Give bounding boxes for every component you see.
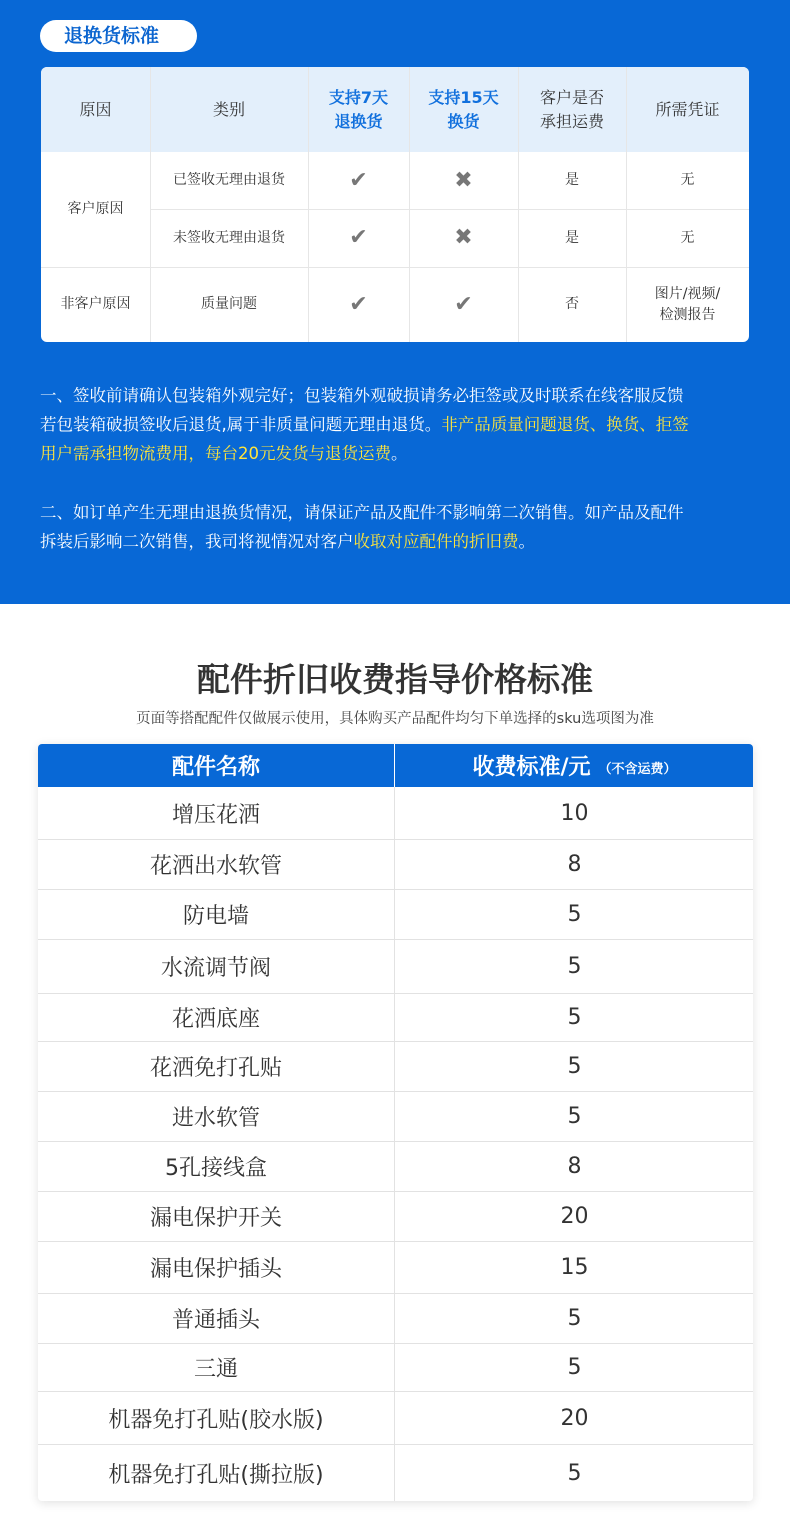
header-proof: 所需凭证 bbox=[655, 99, 720, 119]
row3-shipping: 否 bbox=[565, 296, 579, 313]
header-seven-day-line1: 支持7天 bbox=[328, 88, 389, 108]
accessory-name: 进水软管 bbox=[38, 1092, 395, 1141]
accessory-fee: 10 bbox=[560, 800, 589, 826]
note-2-end: 。 bbox=[518, 532, 535, 551]
check-icon: ✔ bbox=[349, 167, 368, 193]
accessory-name: 普通插头 bbox=[38, 1294, 395, 1343]
table-row bbox=[38, 1392, 753, 1445]
header-fee-label: 收费标准/元 bbox=[472, 755, 591, 780]
note-2-line2: 拆装后影响二次销售，我司将视情况对客户 bbox=[40, 532, 354, 551]
accessory-name: 5孔接线盒 bbox=[38, 1142, 395, 1191]
accessory-fee: 20 bbox=[560, 1204, 589, 1229]
row3-proof-line1: 图片/视频/ bbox=[654, 286, 721, 303]
accessory-fee: 5 bbox=[567, 902, 582, 927]
accessory-name: 漏电保护插头 bbox=[38, 1242, 395, 1293]
accessory-name: 花洒底座 bbox=[38, 994, 395, 1041]
table-row bbox=[38, 1242, 753, 1294]
header-fee bbox=[396, 744, 753, 787]
note-1-highlight: 非产品质量问题退货、换货、拒签 bbox=[441, 415, 689, 434]
accessory-name: 花洒免打孔贴 bbox=[38, 1042, 395, 1091]
note-1-highlight: 用户需承担物流费用，每台20元发货与退货运费 bbox=[40, 444, 391, 463]
accessory-name: 漏电保护开关 bbox=[38, 1192, 395, 1241]
table-row bbox=[38, 940, 753, 994]
note-1-line2: 若包装箱破损签收后退货,属于非质量问题无理由退货。 bbox=[40, 415, 442, 434]
check-icon: ✔ bbox=[454, 291, 473, 317]
cross-icon: ✖ bbox=[454, 225, 473, 250]
note-2-highlight: 收取对应配件的折旧费 bbox=[353, 532, 519, 551]
header-shipping bbox=[518, 67, 626, 152]
return-policy-badge: 退换货标准 bbox=[40, 20, 197, 52]
table-row bbox=[38, 787, 753, 840]
check-icon: ✔ bbox=[349, 225, 368, 250]
row2-proof: 无 bbox=[680, 229, 695, 246]
header-shipping-line2: 承担运费 bbox=[539, 111, 604, 131]
accessory-fee: 20 bbox=[560, 1405, 589, 1431]
reason-customer: 客户原因 bbox=[67, 201, 124, 218]
header-category: 类别 bbox=[212, 99, 245, 119]
accessory-fee: 8 bbox=[567, 1154, 582, 1179]
accessory-name: 三通 bbox=[38, 1344, 395, 1391]
header-seven-day-line2: 退换货 bbox=[334, 111, 383, 131]
accessory-fee: 5 bbox=[567, 1355, 582, 1380]
accessory-name: 水流调节阀 bbox=[38, 940, 395, 993]
accessory-fee: 5 bbox=[567, 1054, 582, 1079]
reason-non-customer: 非客户原因 bbox=[60, 296, 131, 313]
header-accessory-name: 配件名称 bbox=[38, 744, 395, 787]
price-table-header bbox=[38, 744, 753, 787]
table-row bbox=[38, 1294, 753, 1344]
table-header-row bbox=[41, 67, 749, 152]
accessory-fee: 5 bbox=[567, 1460, 582, 1486]
accessory-fee: 15 bbox=[560, 1255, 589, 1280]
accessory-name: 花洒出水软管 bbox=[38, 840, 395, 889]
header-shipping-line1: 客户是否 bbox=[539, 88, 604, 108]
return-policy-table bbox=[41, 67, 749, 342]
table-row bbox=[38, 1445, 753, 1501]
accessory-name: 机器免打孔贴(撕拉版) bbox=[38, 1445, 395, 1501]
accessories-title: 配件折旧收费指导价格标准 bbox=[197, 660, 593, 699]
row2-category: 未签收无理由退货 bbox=[173, 229, 285, 246]
header-fifteen-day bbox=[409, 67, 518, 152]
table-row bbox=[38, 1092, 753, 1142]
accessories-price-table bbox=[38, 744, 753, 1501]
header-fifteen-day-line1: 支持15天 bbox=[428, 88, 499, 108]
accessory-fee: 5 bbox=[567, 1104, 582, 1129]
row2-shipping: 是 bbox=[565, 229, 579, 246]
return-policy-section bbox=[0, 0, 790, 604]
header-seven-day bbox=[308, 67, 409, 152]
table-row bbox=[38, 1042, 753, 1092]
header-fee-note: （不含运费） bbox=[598, 762, 677, 777]
accessory-fee: 5 bbox=[567, 1005, 582, 1030]
row3-category: 质量问题 bbox=[201, 296, 257, 313]
header-reason: 原因 bbox=[79, 99, 112, 119]
policy-notes bbox=[40, 381, 760, 586]
row1-shipping: 是 bbox=[565, 172, 579, 189]
note-1-line1: 一、签收前请确认包装箱外观完好；包装箱外观破损请务必拒签或及时联系在线客服反馈 bbox=[40, 386, 684, 405]
accessory-fee: 5 bbox=[567, 1306, 582, 1331]
check-icon: ✔ bbox=[349, 291, 368, 317]
note-1-end: 。 bbox=[391, 444, 408, 463]
table-row bbox=[38, 890, 753, 940]
accessory-name: 增压花洒 bbox=[38, 787, 395, 839]
row3-proof-line2: 检测报告 bbox=[659, 306, 716, 323]
row1-category: 已签收无理由退货 bbox=[173, 172, 285, 189]
accessory-name: 防电墙 bbox=[38, 890, 395, 939]
note-2-line1: 二、如订单产生无理由退换货情况，请保证产品及配件不影响第二次销售。如产品及配件 bbox=[40, 503, 684, 522]
table-row bbox=[38, 1192, 753, 1242]
row3-proof bbox=[626, 267, 749, 342]
accessory-name: 机器免打孔贴(胶水版) bbox=[38, 1392, 395, 1444]
table-row bbox=[38, 1142, 753, 1192]
table-row bbox=[38, 994, 753, 1042]
table-row bbox=[38, 1344, 753, 1392]
accessory-fee: 5 bbox=[567, 954, 582, 979]
note-2 bbox=[40, 498, 760, 556]
row1-proof: 无 bbox=[680, 172, 695, 189]
cross-icon: ✖ bbox=[454, 167, 473, 193]
table-row bbox=[38, 840, 753, 890]
header-fifteen-day-line2: 换货 bbox=[447, 111, 480, 131]
accessory-fee: 8 bbox=[567, 852, 582, 877]
accessories-subtitle: 页面等搭配配件仅做展示使用，具体购买产品配件均匀下单选择的sku选项图为准 bbox=[136, 711, 654, 727]
note-1 bbox=[40, 381, 760, 468]
